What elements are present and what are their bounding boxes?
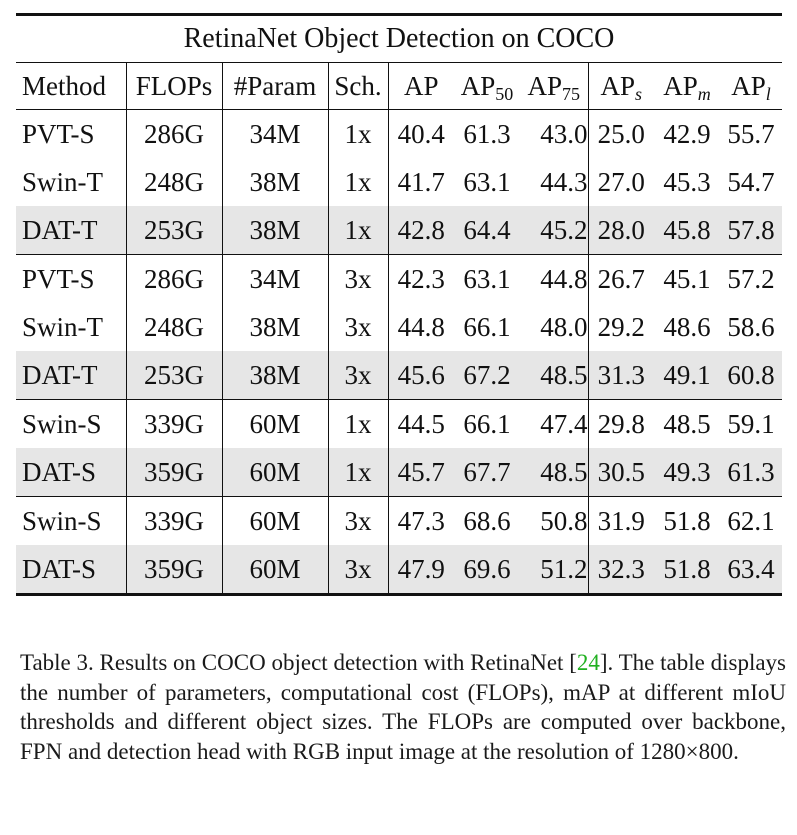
table-caption <box>20 648 786 766</box>
cell-ap50: 67.7 <box>454 448 520 497</box>
cell-aps: 27.0 <box>597 166 645 197</box>
cell-ap: 41.7 <box>397 166 445 197</box>
cell-apl: 61.3 <box>720 448 782 497</box>
cell-flops: 339G <box>126 497 222 546</box>
caption-lead: Table 3. Results on COCO object detection with RetinaNet [ <box>20 650 577 675</box>
header-schedule: Sch. <box>328 63 388 110</box>
cell-ap75: 45.2 <box>520 206 588 255</box>
cell-ap50: 68.6 <box>454 497 520 546</box>
table-title: RetinaNet Object Detection on COCO <box>183 23 615 54</box>
header-aps: $AP_s$ <box>600 70 643 104</box>
header-method: Method <box>16 63 126 110</box>
header-apm: $AP_m$ <box>663 70 711 104</box>
cell-ap75: 48.0 <box>520 303 588 351</box>
cell-params: 38M <box>222 303 328 351</box>
cell-ap50: 61.3 <box>454 110 520 159</box>
cell-apm: 45.8 <box>654 206 720 255</box>
cell-ap50: 67.2 <box>454 351 520 400</box>
cell-sched: 3x <box>328 303 388 351</box>
cell-sched: 1x <box>328 206 388 255</box>
table-row <box>16 448 782 497</box>
results-table-container <box>16 13 782 596</box>
cell-params: 60M <box>222 545 328 595</box>
cell-apm: 49.1 <box>654 351 720 400</box>
cell-aps: 25.0 <box>588 110 654 159</box>
cell-ap50: 66.1 <box>454 400 520 449</box>
cell-aps: 28.0 <box>588 206 654 255</box>
cell-method: DAT-S <box>16 545 126 595</box>
cell-sched: 3x <box>328 255 388 304</box>
header-apl: $AP_l$ <box>731 70 771 104</box>
cell-flops: 339G <box>126 400 222 449</box>
cell-ap75: 48.5 <box>520 351 588 400</box>
cell-params: 34M <box>222 110 328 159</box>
header-flops: FLOPs <box>126 63 222 110</box>
table-row <box>16 497 782 546</box>
cell-method: Swin-T <box>16 303 126 351</box>
cell-apl: 62.1 <box>720 497 782 546</box>
cell-apm: 48.6 <box>663 311 711 342</box>
cell-ap: 42.3 <box>388 255 454 304</box>
cell-flops: 248G <box>126 303 222 351</box>
cell-aps: 31.3 <box>588 351 654 400</box>
cell-apl: 63.4 <box>720 545 782 595</box>
cell-apl: 55.7 <box>720 110 782 159</box>
cell-aps: 26.7 <box>588 255 654 304</box>
cell-ap: 45.6 <box>388 351 454 400</box>
cell-method: Swin-S <box>16 400 126 449</box>
table-row <box>16 351 782 400</box>
header-params: #Param <box>222 63 328 110</box>
table-row <box>16 545 782 595</box>
cell-apm: 51.8 <box>654 497 720 546</box>
cell-ap: 47.9 <box>388 545 454 595</box>
cell-sched: 3x <box>328 497 388 546</box>
cell-method: PVT-S <box>16 255 126 304</box>
cell-method: DAT-T <box>16 351 126 400</box>
cell-ap: 42.8 <box>388 206 454 255</box>
cell-sched: 1x <box>328 110 388 159</box>
cell-sched: 1x <box>328 448 388 497</box>
cell-apl: 54.7 <box>727 166 775 197</box>
cell-sched: 1x <box>328 158 388 206</box>
cell-params: 60M <box>222 448 328 497</box>
cell-method: DAT-T <box>16 206 126 255</box>
table-row <box>16 110 782 159</box>
cell-params: 60M <box>222 400 328 449</box>
results-table <box>16 16 782 596</box>
cell-flops: 253G <box>126 206 222 255</box>
cell-ap: 44.8 <box>397 311 445 342</box>
cell-ap75: 47.4 <box>520 400 588 449</box>
cell-ap75: 44.8 <box>520 255 588 304</box>
header-ap: AP <box>403 70 439 101</box>
table-row <box>16 158 782 206</box>
table-row <box>16 303 782 351</box>
cell-ap75: 51.2 <box>520 545 588 595</box>
cell-ap75: 43.0 <box>520 110 588 159</box>
table-body <box>16 110 782 595</box>
cell-apl: 59.1 <box>720 400 782 449</box>
header-ap75: $AP_{75}$ <box>520 63 588 110</box>
cell-ap50: 69.6 <box>454 545 520 595</box>
cell-apl: 60.8 <box>720 351 782 400</box>
header-ap50: $AP_{50}$ <box>460 70 514 104</box>
cell-ap50: 66.1 <box>463 311 511 342</box>
table-row <box>16 255 782 304</box>
cell-apm: 45.3 <box>663 166 711 197</box>
table-title-row <box>16 16 782 63</box>
citation-link[interactable]: 24 <box>576 650 600 675</box>
cell-method: DAT-S <box>16 448 126 497</box>
cell-ap: 45.7 <box>388 448 454 497</box>
table-row <box>16 206 782 255</box>
cell-flops: 359G <box>126 448 222 497</box>
cell-params: 38M <box>222 351 328 400</box>
cell-apl: 58.6 <box>727 311 775 342</box>
cell-flops: 253G <box>126 351 222 400</box>
cell-apl: 57.2 <box>720 255 782 304</box>
cell-sched: 3x <box>328 351 388 400</box>
cell-flops: 286G <box>126 255 222 304</box>
cell-ap: 44.5 <box>388 400 454 449</box>
cell-aps: 31.9 <box>588 497 654 546</box>
cell-apm: 42.9 <box>654 110 720 159</box>
table-header-row <box>16 63 782 110</box>
cell-flops: 359G <box>126 545 222 595</box>
cell-method: Swin-T <box>16 158 126 206</box>
cell-aps: 30.5 <box>588 448 654 497</box>
cell-apm: 51.8 <box>654 545 720 595</box>
cell-sched: 1x <box>328 400 388 449</box>
cell-apm: 49.3 <box>654 448 720 497</box>
caption-rest: ]. The table displays the number of parameters, computational cost (FLOPs), mAP at different mIoU thresholds and different object sizes. The FLOPs are computed over backbone, FPN and detection head with RGB input image at the resolution of 1280×800. <box>20 650 787 764</box>
cell-params: 60M <box>222 497 328 546</box>
cell-apl: 57.8 <box>720 206 782 255</box>
cell-aps: 32.3 <box>588 545 654 595</box>
cell-ap: 47.3 <box>388 497 454 546</box>
cell-apm: 45.1 <box>654 255 720 304</box>
cell-ap75: 48.5 <box>520 448 588 497</box>
cell-aps: 29.8 <box>588 400 654 449</box>
cell-sched: 3x <box>328 545 388 595</box>
cell-flops: 286G <box>126 110 222 159</box>
cell-ap50: 63.1 <box>454 255 520 304</box>
cell-aps: 29.2 <box>597 311 645 342</box>
cell-method: Swin-S <box>16 497 126 546</box>
cell-ap75: 44.3 <box>520 158 588 206</box>
cell-ap: 40.4 <box>388 110 454 159</box>
table-row <box>16 400 782 449</box>
cell-flops: 248G <box>126 158 222 206</box>
cell-method: PVT-S <box>16 110 126 159</box>
cell-ap50: 63.1 <box>463 166 511 197</box>
cell-ap50: 64.4 <box>454 206 520 255</box>
cell-params: 38M <box>222 206 328 255</box>
cell-apm: 48.5 <box>654 400 720 449</box>
cell-ap75: 50.8 <box>520 497 588 546</box>
cell-params: 34M <box>222 255 328 304</box>
cell-params: 38M <box>222 158 328 206</box>
